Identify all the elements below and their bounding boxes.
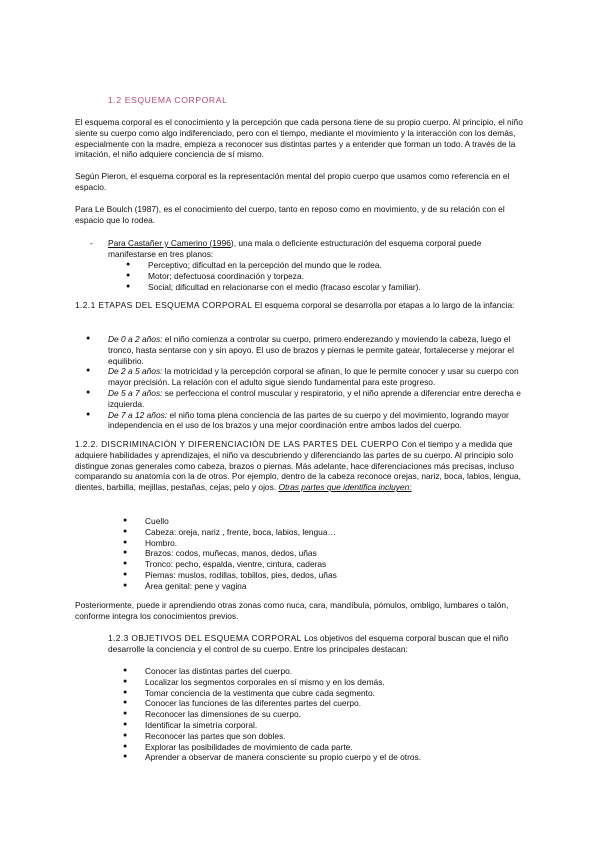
etapas-list — [86, 334, 528, 431]
bullet-icon: ● — [123, 517, 128, 524]
list-item: ● Cuello — [123, 516, 169, 526]
list-item: ● Conocer las funciones de las diferentes partes del cuerpo. — [123, 698, 362, 709]
bullet-icon: ● — [126, 271, 131, 279]
castaner-item — [90, 238, 530, 260]
bullet-icon: ● — [126, 282, 131, 290]
list-item: ● De 5 a 7 años: se perfecciona el control muscular y respiratorio, y el niño aprende a diferenciar entre derecha e izquierda. — [86, 387, 521, 409]
bullet-icon: ● — [123, 699, 128, 707]
list-item: ● Hombro. — [123, 537, 178, 548]
intro-paragraph: El esquema corporal es el conocimiento y la percepción que cada persona tiene de su propio cuerpo. Al principio, el niño siente su cuerpo como algo indiferenciado, pero con el tiempo, mediante el movimiento y la interacción con los demás, especialmente con la madre, empieza a reconocer sus distintas partes y a entender que forman un todo. A través de la imitación, el niño adquiere conciencia de sí mismo. — [75, 117, 523, 160]
list-item: ● Área genital: pene y vagina — [123, 580, 247, 591]
bullet-icon: ● — [123, 710, 128, 718]
partes-link: Otras partes que identifica incluyen: — [278, 482, 412, 493]
stage-label: De 7 a 12 años: — [108, 409, 168, 420]
posteriormente-paragraph: Posteriormente, puede ir aprendiendo otras zonas como nuca, cara, mandíbula, pómulos, ombligo, lumbares o talón, conforme integra los conocimientos previos. — [75, 600, 509, 621]
bullet-icon: ● — [123, 720, 128, 728]
list-item: ● Reconocer las dimensiones de su cuerpo. — [123, 709, 301, 720]
objetivos-list — [123, 666, 525, 763]
stage-label: De 2 a 5 años: — [108, 366, 163, 377]
bullet-icon: ● — [123, 742, 128, 750]
bullet-icon: ● — [123, 549, 128, 557]
list-item: ● Conocer las distintas partes del cuerpo. — [123, 666, 293, 676]
list-item: ● Brazos: codos, muñecas, manos, dedos, uñas — [123, 548, 317, 559]
list-item: ● Aprender a observar de manera consciente su propio cuerpo y el de otros. — [123, 752, 422, 763]
objetivos-heading: 1.2.3 OBJETIVOS DEL ESQUEMA CORPORAL — [108, 633, 302, 643]
bullet-icon: ● — [123, 527, 128, 535]
list-item: ● Perceptivo; dificultad en la percepción del mundo que le rodea. — [126, 260, 382, 270]
bullet-icon: ● — [86, 388, 91, 396]
bullet-icon: ● — [86, 410, 91, 418]
castaner-text: ), una mala o deficiente estructuración del esquema corporal puede manifestarse en tres planos: — [108, 238, 482, 259]
bullet-icon: ● — [126, 261, 131, 268]
list-item: ● De 0 a 2 años: el niño comienza a controlar su cuerpo, primero enderezando y moviendo la cabeza, luego el tronco, hasta sentarse con y sin apoyo. El uso de brazos y piernas le permite gatear, fortalecerse y mejorar el equilibrio. — [86, 334, 514, 366]
bullet-icon: ● — [123, 570, 128, 578]
castaner-year: 1996 — [212, 238, 231, 248]
dash-marker: - — [90, 238, 93, 248]
list-item: ● De 7 a 12 años: el niño toma plena conciencia de las partes de su cuerpo y del movimiento, logrando mayor independencia en el uso de los brazos y una mejor coordinación entre ambos lados del cuerpo. — [86, 409, 509, 431]
bullet-icon: ● — [123, 667, 128, 674]
bullet-icon: ● — [123, 677, 128, 685]
bullet-icon: ● — [86, 367, 91, 375]
list-item: ● De 2 a 5 años: la motricidad y la percepción corporal se afinan, lo que le permite conocer y usar su cuerpo con mayor precisión. La relación con el adulto sigue siendo fundamental para este progreso. — [86, 366, 519, 388]
list-item: ● Cabeza: oreja, nariz , frente, boca, labios, lengua… — [123, 526, 336, 537]
bullet-icon: ● — [86, 335, 91, 342]
bullet-icon: ● — [123, 560, 128, 568]
stage-label: De 0 a 2 años: — [108, 334, 163, 344]
bullet-icon: ● — [123, 731, 128, 739]
objetivos-paragraph: 1.2.3 OBJETIVOS DEL ESQUEMA CORPORAL Los objetivos del esquema corporal buscan que el niño desarrolle la conciencia y el control de su cuerpo. Entre los principales destacan: — [108, 633, 509, 654]
list-item: ● Motor; defectuosa coordinación y torpeza. — [126, 270, 304, 281]
planes-list — [126, 260, 528, 292]
discriminacion-paragraph: 1.2.2. DISCRIMINACIÓN Y DIFERENCIACIÓN DE LAS PARTES DEL CUERPO Con el tiempo y a medida que adquiere habilidades y aprendizajes, el niño va descubriendo y diferenciando las partes de su cuerpo. Al principio solo distingue zonas generales como cabeza, brazos o piernas. Más adelante, hace diferenciaciones más precisas, incluso comparando su anatomía con la de otros. Por ejemplo, dentro de la cabeza reconoce orejas, nariz, boca, labios, lengua, dientes, barbilla, mejillas, pestañas, cejas, pelo y ojos. Otras partes que identifica incluyen: — [75, 439, 522, 493]
list-item: ● Identificar la simetría corporal. — [123, 719, 258, 730]
list-item: ● Tomar conciencia de la vestimenta que cubre cada segmento. — [123, 687, 375, 698]
list-item: ● Explorar las posibilidades de movimiento de cada parte. — [123, 741, 353, 752]
list-item: ● Reconocer las partes que son dobles. — [123, 730, 286, 741]
bullet-icon: ● — [123, 753, 128, 761]
bullet-icon: ● — [123, 581, 128, 589]
boulch-paragraph: Para Le Boulch (1987), es el conocimiento del cuerpo, tanto en reposo como en movimiento, y de su relación con el espacio que lo rodea. — [75, 204, 505, 225]
list-item: ● Social; dificultad en relacionarse con el medio (fracaso escolar y familiar). — [126, 281, 421, 292]
bullet-icon: ● — [123, 688, 128, 696]
list-item: ● Localizar los segmentos corporales en sí mismo y en los demás. — [123, 676, 385, 687]
list-item: ● Tronco: pecho, espalda, vientre, cintura, caderas — [123, 559, 327, 570]
pieron-paragraph: Según Pieron, el esquema corporal es la representación mental del propio cuerpo que usamos como referencia en el espacio. — [75, 171, 510, 192]
list-item: ● Piernas: muslos, rodillas, tobillos, pies, dedos, uñas — [123, 569, 337, 580]
partes-list — [123, 516, 525, 592]
bullet-icon: ● — [123, 538, 128, 546]
etapas-heading: 1.2.1 ETAPAS DEL ESQUEMA CORPORAL — [75, 300, 253, 310]
section-title: 1.2 ESQUEMA CORPORAL — [108, 95, 228, 105]
discriminacion-heading: 1.2.2. DISCRIMINACIÓN Y DIFERENCIACIÓN DE LAS PARTES DEL CUERPO — [75, 439, 399, 449]
castaner-authors: Para Castañer y Camerino ( — [108, 238, 213, 248]
etapas-paragraph: 1.2.1 ETAPAS DEL ESQUEMA CORPORAL El esquema corporal se desarrolla por etapas a lo largo de la infancia: — [75, 300, 515, 310]
stage-label: De 5 a 7 años: — [108, 387, 163, 398]
